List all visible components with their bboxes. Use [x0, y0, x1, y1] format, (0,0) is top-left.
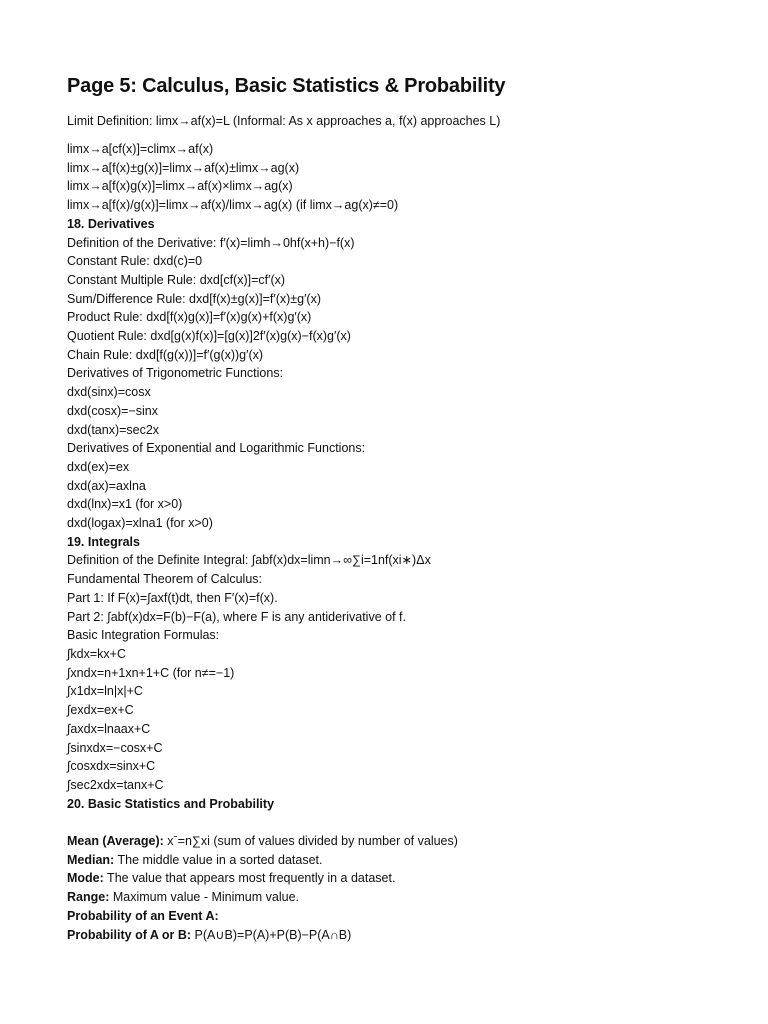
statistics-item [67, 907, 747, 926]
statistics-item [67, 832, 747, 851]
derivative-formula: Derivatives of Exponential and Logarithmic Functions: [67, 441, 366, 456]
statistics-term: Range: [67, 890, 110, 905]
derivative-formula: dxd(tanx)=sec2x [67, 422, 160, 437]
statistics-term: Mean (Average): [67, 834, 164, 848]
integral-formula: Basic Integration Formulas: [67, 628, 220, 643]
page-title: Page 5: Calculus, Basic Statistics & Probability [67, 75, 506, 97]
limit-rule: limx→a[f(x)±g(x)]=limx→af(x)±limx→ag(x) [67, 160, 300, 175]
integral-formula: Fundamental Theorem of Calculus: [67, 572, 263, 587]
integrals-list [67, 551, 747, 794]
integral-formula: ∫sinxdx=−cosx+C [67, 740, 163, 755]
limit-rule: limx→a[cf(x)]=climx→af(x) [67, 142, 214, 156]
blank-line [67, 813, 747, 832]
statistics-definition: The middle value in a sorted dataset. [114, 852, 323, 867]
statistics-list [67, 832, 747, 944]
integral-formula: Definition of the Definite Integral: ∫abf(x)dx=limn→∞∑i=1nf(xi∗)Δx [67, 553, 431, 568]
integral-formula: ∫cosxdx=sinx+C [67, 759, 156, 774]
section-heading-integrals: 19. Integrals [67, 534, 140, 549]
statistics-item [67, 926, 747, 945]
statistics-definition: The value that appears most frequently in a dataset. [103, 871, 396, 886]
derivative-formula: dxd(ex)=ex [67, 459, 130, 474]
derivative-formula: Quotient Rule: dxd[g(x)f(x)]=[g(x)]2f′(x)g(x)−f(x)g′(x) [67, 329, 351, 344]
statistics-item [67, 869, 747, 888]
integral-formula: ∫x1dx=ln|x|+C [67, 684, 143, 699]
document-page [67, 72, 747, 944]
derivatives-list [67, 234, 747, 533]
derivative-formula: Constant Rule: dxd(c)=0 [67, 254, 203, 269]
statistics-term: Probability of A or B: [67, 927, 192, 942]
statistics-definition: Maximum value - Minimum value. [109, 890, 300, 905]
section-heading-derivatives: 18. Derivatives [67, 216, 155, 231]
derivative-formula: dxd(logax)=xlna1 (for x>0) [67, 516, 213, 531]
limit-definition: Limit Definition: limx→af(x)=L (Informal: As x approaches a, f(x) approaches L) [67, 114, 501, 128]
statistics-definition: xˉ=n∑xi (sum of values divided by number of values) [163, 834, 458, 848]
derivative-formula: Product Rule: dxd[f(x)g(x)]=f′(x)g(x)+f(x)g′(x) [67, 310, 312, 325]
derivative-formula: dxd(sinx)=cosx [67, 385, 151, 400]
integral-formula: Part 1: If F(x)=∫axf(t)dt, then F′(x)=f(x). [67, 590, 278, 605]
derivative-formula: Sum/Difference Rule: dxd[f(x)±g(x)]=f′(x)±g′(x) [67, 291, 322, 306]
statistics-item [67, 851, 747, 870]
statistics-term: Mode: [67, 871, 104, 886]
derivative-formula: dxd(lnx)=x1 (for x>0) [67, 497, 183, 512]
statistics-term: Probability of an Event A: [67, 908, 219, 923]
derivative-formula: Derivatives of Trigonometric Functions: [67, 366, 284, 381]
integral-formula: ∫sec2xdx=tanx+C [67, 777, 164, 792]
statistics-term: Median: [67, 852, 115, 867]
statistics-item [67, 888, 747, 907]
derivative-formula: dxd(cosx)=−sinx [67, 403, 159, 418]
statistics-definition: P(A∪B)=P(A)+P(B)−P(A∩B) [191, 927, 352, 942]
limit-rule: limx→a[f(x)/g(x)]=limx→af(x)/limx→ag(x) (if limx→ag(x)≠=0) [67, 198, 399, 213]
limit-rule: limx→a[f(x)g(x)]=limx→af(x)×limx→ag(x) [67, 179, 293, 194]
derivative-formula: Constant Multiple Rule: dxd[cf(x)]=cf′(x) [67, 272, 286, 287]
integral-formula: ∫kdx=kx+C [67, 646, 127, 661]
integral-formula: ∫exdx=ex+C [67, 703, 134, 718]
derivative-formula: Chain Rule: dxd[f(g(x))]=f′(g(x))g′(x) [67, 347, 264, 362]
integral-formula: ∫axdx=lnaax+C [67, 721, 151, 736]
integral-formula: Part 2: ∫abf(x)dx=F(b)−F(a), where F is any antiderivative of f. [67, 609, 406, 624]
section-heading-statistics: 20. Basic Statistics and Probability [67, 796, 275, 811]
integral-formula: ∫xndx=n+1xn+1+C (for n≠=−1) [67, 665, 235, 680]
derivative-formula: dxd(ax)=axlna [67, 478, 146, 493]
derivative-formula: Definition of the Derivative: f′(x)=limh→0hf(x+h)−f(x) [67, 235, 355, 250]
